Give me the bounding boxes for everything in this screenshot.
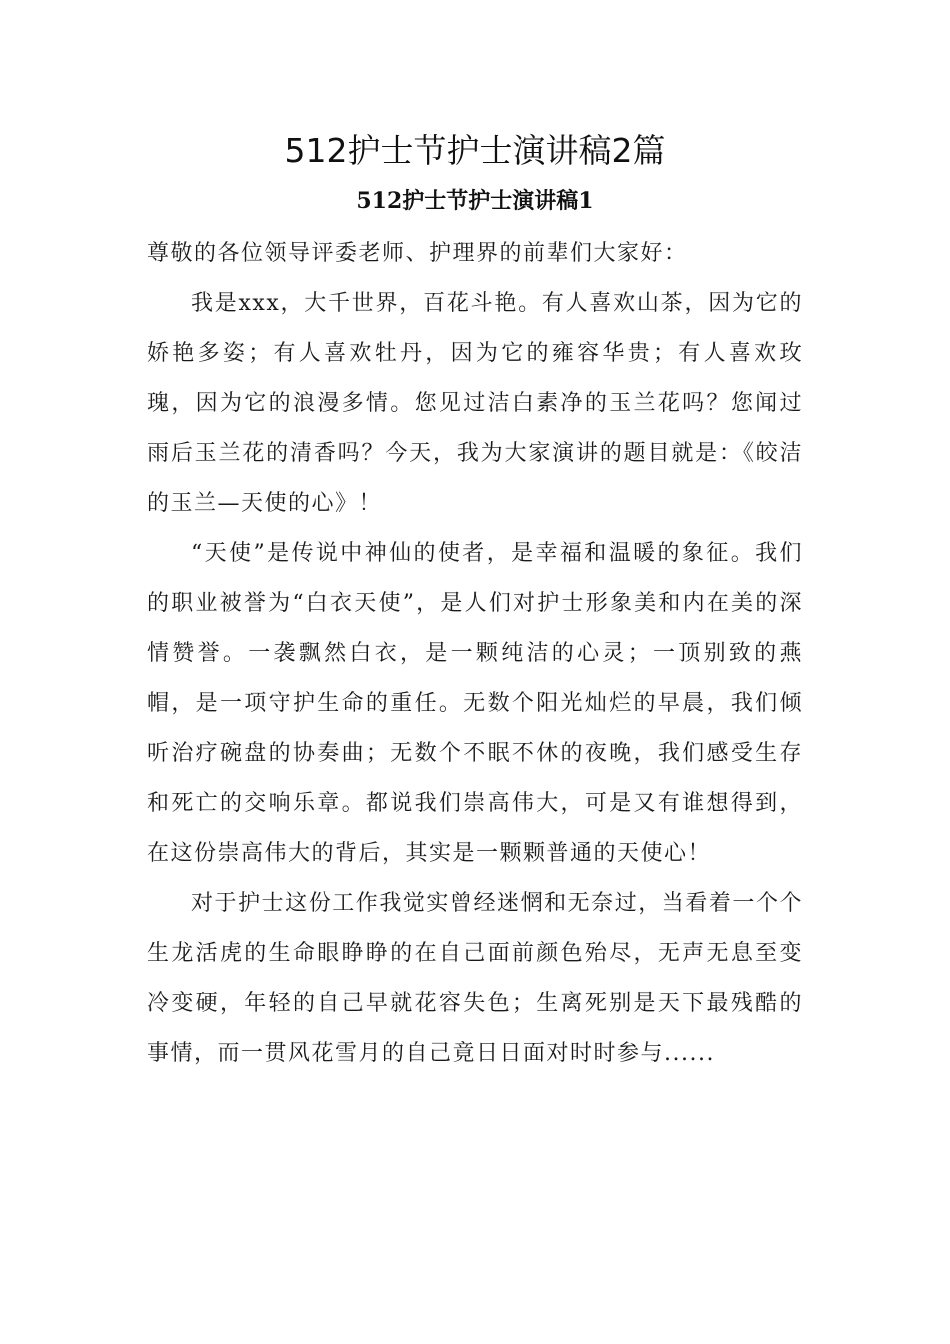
body-paragraph: 对于护士这份工作我觉实曾经迷惘和无奈过，当看着一个个生龙活虎的生命眼睁睁的在自己面前颜色殆尽，无声无息至变冷变硬，年轻的自己早就花容失色；生离死别是天下最残酷的事情，而一贯风花雪月的自己竟日日面对时时参与...... [147, 891, 803, 1066]
document-subtitle: 512护士节护士演讲稿1 [356, 188, 594, 214]
greeting-paragraph: 尊敬的各位领导评委老师、护理界的前辈们大家好： [147, 241, 688, 266]
document-body [147, 229, 803, 1079]
body-paragraph: “天使”是传说中神仙的使者，是幸福和温暖的象征。我们的职业被誉为“白衣天使”，是人们对护士形象美和内在美的深情赞誉。一袭飘然白衣，是一颗纯洁的心灵；一顶别致的燕帽，是一项守护生命的重任。无数个阳光灿烂的早晨，我们倾听治疗碗盘的协奏曲；无数个不眠不休的夜晚，我们感受生存和死亡的交响乐章。都说我们崇高伟大，可是又有谁想得到，在这份崇高伟大的背后，其实是一颗颗普通的天使心！ [147, 541, 803, 866]
body-paragraph: 我是xxx，大千世界，百花斗艳。有人喜欢山茶，因为它的娇艳多姿；有人喜欢牡丹，因为它的雍容华贵；有人喜欢玫瑰，因为它的浪漫多情。您见过洁白素净的玉兰花吗？您闻过雨后玉兰花的清香吗？今天，我为大家演讲的题目就是：《皎洁的玉兰—天使的心》！ [147, 291, 803, 516]
document-title: 512护士节护士演讲稿2篇 [284, 131, 666, 170]
